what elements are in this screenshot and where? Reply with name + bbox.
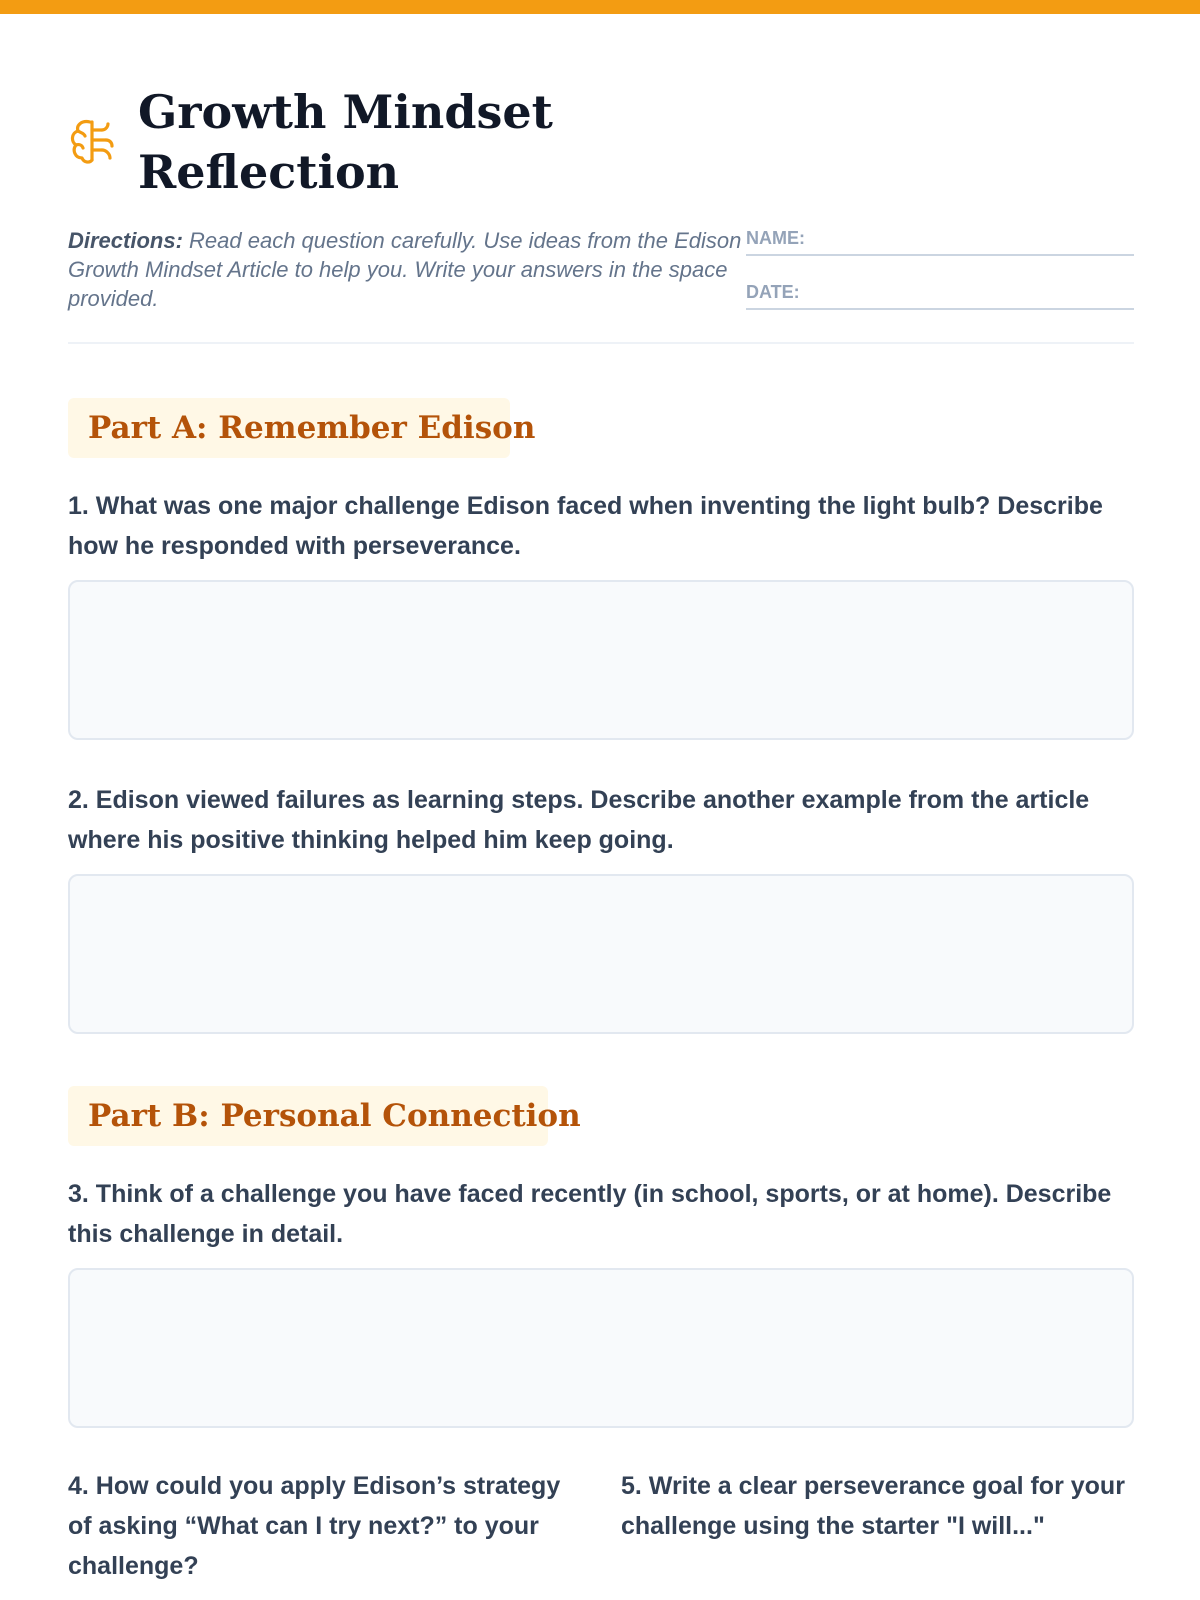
question-1: 1. What was one major challenge Edison faced when inventing the light bulb? Describe how he responded with perseverance. [68,492,1103,560]
date-field[interactable] [746,280,1134,310]
worksheet-header [68,82,668,202]
answer-box-3[interactable] [68,1268,1134,1428]
page-title: Growth Mindset Reflection [138,85,553,199]
question-2: 2. Edison viewed failures as learning steps. Describe another example from the article where his positive thinking helped him keep going. [68,786,1090,854]
answer-box-2[interactable] [68,874,1134,1034]
name-field[interactable] [746,226,1134,256]
directions-lead: Directions: [68,228,183,253]
answer-box-1[interactable] [68,580,1134,740]
date-label: DATE: [746,282,800,302]
brain-icon [68,116,116,166]
part-a-heading: Part A: Remember Edison [68,398,510,458]
question-3: 3. Think of a challenge you have faced recently (in school, sports, or at home). Describe this challenge in detail. [68,1180,1112,1248]
question-4: 4. How could you apply Edison’s strategy of asking “What can I try next?” to your challenge? [68,1472,561,1580]
name-label: NAME: [746,228,805,248]
directions-body: Read each question carefully. Use ideas from the Edison Growth Mindset Article to help you. Write your answers in the space provided. [68,228,742,311]
worksheet-page [68,0,1134,1600]
part-b-heading: Part B: Personal Connection [68,1086,548,1146]
question-5: 5. Write a clear perseverance goal for your challenge using the starter "I will..." [621,1472,1125,1540]
section-divider [68,342,1134,344]
directions-text [68,226,748,313]
